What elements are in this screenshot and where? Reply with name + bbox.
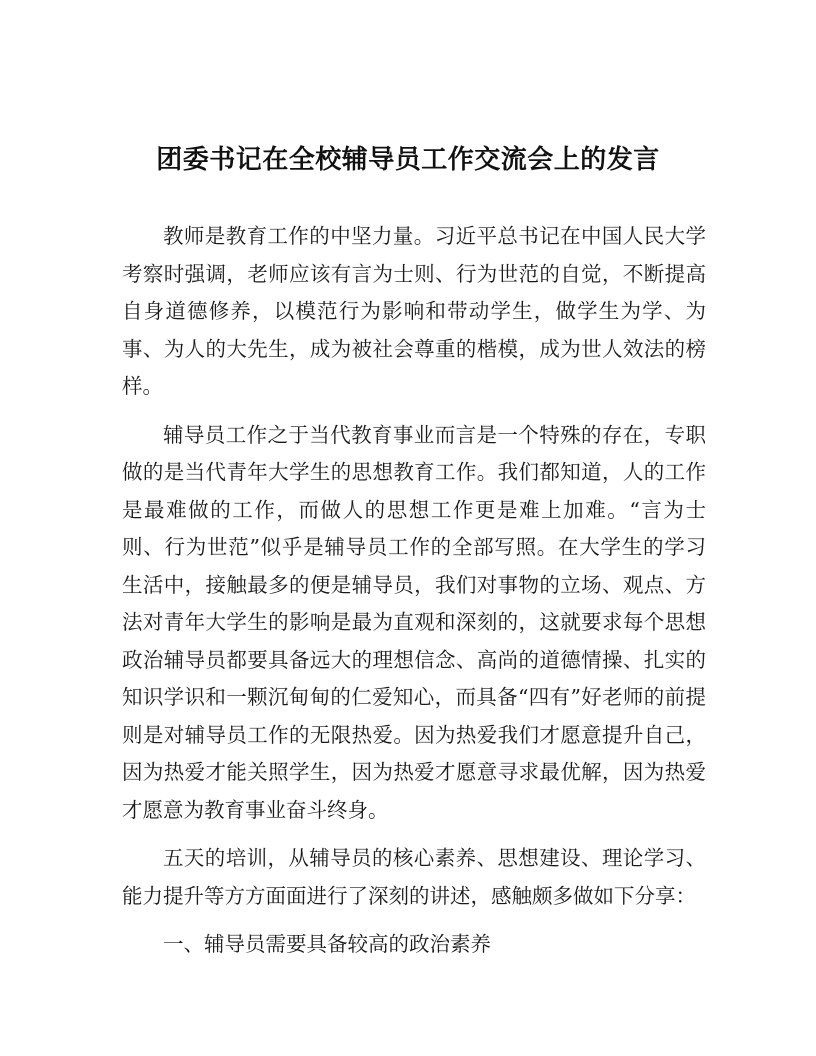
section-heading: 一、辅导员需要具备较高的政治素养	[163, 932, 491, 956]
paragraph-3: 五天的培训，从辅导员的核心素养、思想建设、理论学习、能力提升等方方面面进行了深刻的讲述，感触颇多做如下分享：	[122, 846, 706, 908]
document-title: 团委书记在全校辅导员工作交流会上的发言	[156, 145, 660, 175]
paragraph-1: 教师是教育工作的中坚力量。习近平总书记在中国人民大学考察时强调，老师应该有言为士则、行为世范的自觉，不断提高自身道德修养，以模范行为影响和带动学生，做学生为学、为事、为人的大先生，成为被社会尊重的楷模，成为世人效法的榜样。	[122, 224, 706, 398]
paragraph-2: 辅导员工作之于当代教育事业而言是一个特殊的存在，专职做的是当代青年大学生的思想教育工作。我们都知道，人的工作是最难做的工作，而做人的思想工作更是难上加难。“言为士则、行为世范”似乎是辅导员工作的全部写照。在大学生的学习生活中，接触最多的便是辅导员，我们对事物的立场、观点、方法对青年大学生的影响是最为直观和深刻的，这就要求每个思想政治辅导员都要具备远大的理想信念、高尚的道德情操、扎实的知识学识和一颗沉甸甸的仁爱知心，而具备“四有”好老师的前提则是对辅导员工作的无限热爱。因为热爱我们才愿意提升自己，因为热爱才能关照学生，因为热爱才愿意寻求最优解，因为热爱才愿意为教育事业奋斗终身。	[122, 422, 706, 822]
document-body	[122, 218, 706, 964]
